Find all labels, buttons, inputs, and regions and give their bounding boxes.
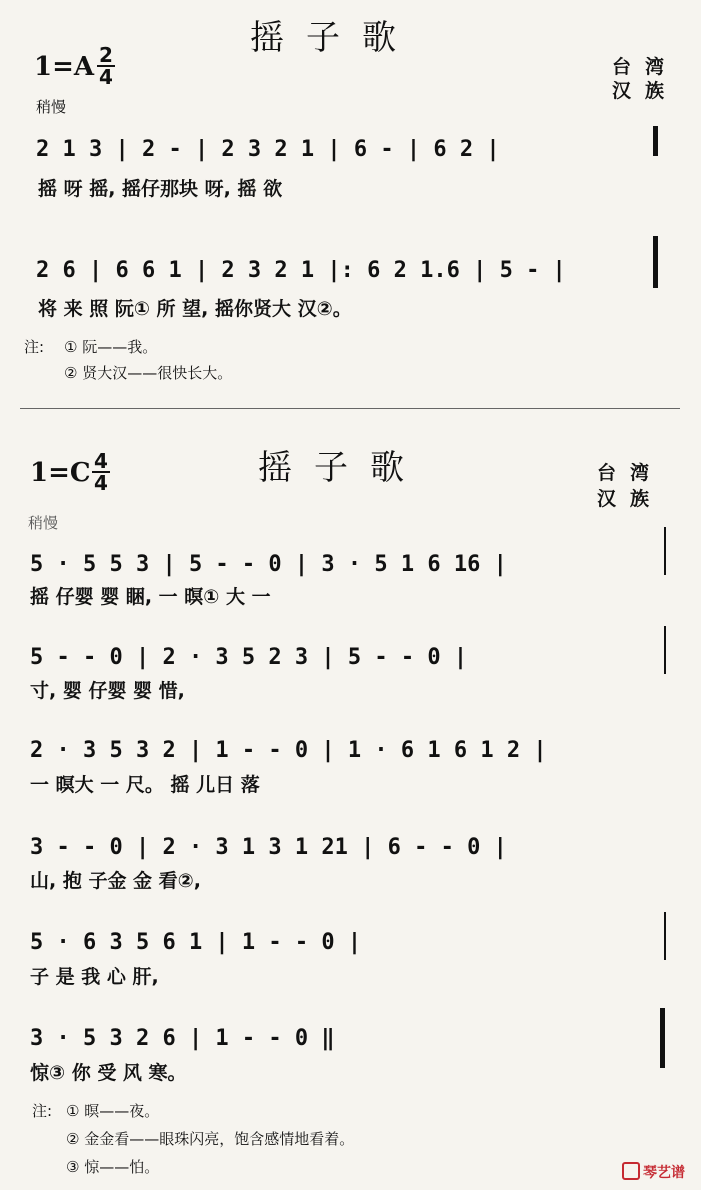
- section-divider: [20, 408, 680, 409]
- song2-row4-lyrics: 山, 抱 子金 金 看②,: [30, 870, 201, 892]
- song2-meter-bottom: 4: [94, 471, 108, 495]
- song1-origin-region: 台湾: [612, 56, 679, 78]
- song1-time-signature: [97, 43, 115, 89]
- song1-final-barline: [653, 236, 658, 288]
- song2-row2-end-barline: [664, 626, 666, 674]
- song2-footnote-1: ① 暝——夜。: [66, 1102, 160, 1120]
- song1-key-signature: 1=A: [34, 52, 95, 82]
- watermark-text: 琴艺谱: [643, 1165, 685, 1181]
- song2-row1-lyrics: 摇 仔婴 婴 睏, 一 暝① 大 一: [30, 586, 271, 608]
- song1-meter-bottom: 4: [99, 65, 113, 89]
- song2-row5-end-barline: [664, 912, 666, 960]
- song2-row1-notes: 5 · 5 5 3 | 5 - - 0 | 3 · 5 1 6 16 |: [30, 552, 507, 577]
- song1-tempo-marking: 稍慢: [36, 98, 67, 116]
- song2-row5-lyrics: 子 是 我 心 肝,: [30, 966, 159, 988]
- song2-time-signature: [92, 449, 110, 495]
- song2-title: 摇子歌: [258, 448, 426, 488]
- song2-row2-lyrics: 寸, 婴 仔婴 婴 惜,: [30, 680, 185, 702]
- song2-row5-notes: 5 · 6 3 5 6 1 | 1 - - 0 |: [30, 930, 362, 955]
- song2-footnote-2: ② 金金看——眼珠闪亮，饱含感情地看着。: [66, 1130, 355, 1148]
- song1-row1-notes: 2 1 3 | 2 - | 2 3 2 1 | 6 - | 6 2 |: [36, 137, 500, 162]
- song1-footnote-2: ② 贤大汉——很快长大。: [64, 364, 233, 382]
- song1-row1-lyrics: 摇 呀 摇, 摇仔那块 呀, 摇 欲: [38, 178, 283, 200]
- watermark: [622, 1162, 685, 1182]
- song2-footnote-3: ③ 惊——怕。: [66, 1158, 160, 1176]
- song2-key-signature: 1=C: [30, 458, 91, 488]
- song2-row3-notes: 2 · 3 5 3 2 | 1 - - 0 | 1 · 6 1 6 1 2 |: [30, 738, 547, 763]
- song2-row2-notes: 5 - - 0 | 2 · 3 5 2 3 | 5 - - 0 |: [30, 645, 468, 670]
- song1-title: 摇子歌: [250, 18, 418, 58]
- song2-origin-ethnicity: 汉族: [597, 488, 664, 510]
- song2-notes-heading: 注:: [32, 1102, 53, 1120]
- song1-meter-top: 2: [99, 43, 113, 67]
- song1-footnote-1: ① 阮——我。: [64, 338, 158, 356]
- song1-row2-lyrics: 将 来 照 阮① 所 望, 摇你贤大 汉②。: [38, 298, 352, 320]
- song1-row2-notes: 2 6 | 6 6 1 | 2 3 2 1 |: 6 2 1.6 | 5 - |: [36, 258, 566, 283]
- song2-row6-notes: 3 · 5 3 2 6 | 1 - - 0 ‖: [30, 1026, 335, 1051]
- song2-row4-notes: 3 - - 0 | 2 · 3 1 3 1 21 | 6 - - 0 |: [30, 835, 507, 860]
- song2-final-barline: [660, 1008, 665, 1068]
- logo-icon: [622, 1162, 640, 1180]
- song1-notes-heading: 注:: [24, 338, 45, 356]
- song2-meter-top: 4: [94, 449, 108, 473]
- song2-origin-region: 台湾: [597, 462, 664, 484]
- song2-row1-end-barline: [664, 527, 666, 575]
- song2-row3-lyrics: 一 暝大 一 尺。 摇 儿日 落: [30, 774, 260, 796]
- song1-origin-ethnicity: 汉族: [612, 80, 679, 102]
- song1-row1-end-barline: [653, 126, 658, 156]
- song2-tempo-marking: 稍慢: [28, 514, 59, 532]
- song2-row6-lyrics: 惊③ 你 受 风 寒。: [30, 1062, 187, 1084]
